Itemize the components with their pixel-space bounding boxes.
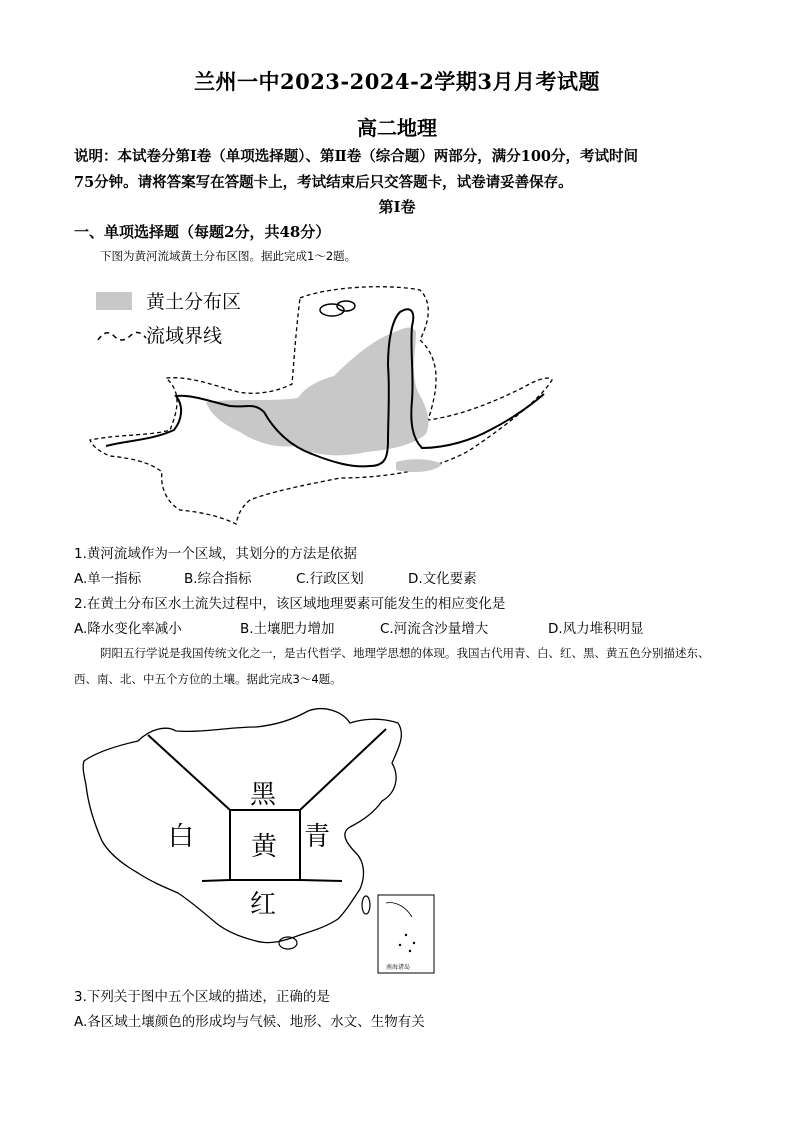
china-outline	[83, 709, 401, 943]
divider-ne	[300, 729, 386, 810]
region-south-label: 红	[250, 890, 277, 920]
q3-option-a[interactable]: A.各区域土壤颜色的形成均与气候、地形、水文、生物有关	[74, 1014, 425, 1030]
section-heading: 一、单项选择题（每题2分，共48分）	[74, 223, 331, 241]
loess-area-east	[396, 459, 442, 472]
divider-nw	[148, 735, 230, 810]
legend-loess-swatch-icon	[96, 292, 132, 310]
question-3-stem: 3.下列关于图中五个区域的描述，正确的是	[74, 989, 330, 1005]
region-north-label: 黑	[250, 780, 277, 810]
divider-se	[300, 880, 342, 881]
q1-option-c[interactable]: C.行政区划	[296, 571, 364, 587]
legend-loess-label: 黄土分布区	[146, 291, 242, 313]
inset-island-dot	[405, 934, 407, 936]
legend-boundary-line-icon	[98, 332, 146, 340]
q2-option-a[interactable]: A.降水变化率减小	[74, 621, 182, 637]
inset-label: 南海诸岛	[386, 964, 411, 971]
instructions-line-2: 75分钟。请将答案写在答题卡上，考试结束后只交答题卡，试卷请妥善保存。	[74, 174, 573, 191]
q1-option-b[interactable]: B.综合指标	[184, 571, 252, 587]
question-1-stem: 1.黄河流域作为一个区域，其划分的方法是依据	[74, 546, 357, 562]
region-west-label: 白	[168, 822, 195, 852]
q2-option-d[interactable]: D.风力堆积明显	[548, 621, 644, 637]
yellow-river-loess-map	[70, 280, 590, 530]
region-east-label: 青	[304, 822, 331, 852]
exam-subject: 高二地理	[357, 116, 437, 140]
exam-title: 兰州一中2023-2024-2学期3月月考试题	[193, 69, 601, 94]
q1-option-a[interactable]: A.单一指标	[74, 571, 142, 587]
legend-boundary-label: 流域界线	[146, 325, 223, 347]
question-2-stem: 2.在黄土分布区水土流失过程中，该区域地理要素可能发生的相应变化是	[74, 596, 506, 612]
taiwan-island	[362, 896, 370, 914]
inset-island-dot	[399, 944, 401, 946]
q2-option-c[interactable]: C.河流含沙量增大	[380, 621, 489, 637]
region-center-label: 黄	[251, 832, 278, 862]
inset-island-dot	[413, 942, 415, 944]
intro-questions-1-2: 下图为黄河流域黄土分布区图。据此完成1～2题。	[100, 249, 357, 263]
divider-sw	[202, 880, 230, 881]
instructions-line-1: 说明：本试卷分第Ⅰ卷（单项选择题）、第Ⅱ卷（综合题）两部分，满分100分，考试时间	[74, 148, 639, 165]
intro-questions-3-4: 阴阳五行学说是我国传统文化之一，是古代哲学、地理学思想的体现。我国古代用青、白、红、黑、黄五色分别描述东、西、南、北、中五个方位的土壤。据此完成3～4题。	[74, 646, 710, 686]
q1-option-d[interactable]: D.文化要素	[408, 571, 477, 587]
loess-area-main	[206, 328, 428, 456]
inset-island-dot	[409, 950, 411, 952]
q2-option-b[interactable]: B.土壤肥力增加	[240, 621, 335, 637]
volume-label: 第Ⅰ卷	[378, 198, 416, 216]
china-five-soils-map	[80, 705, 450, 980]
